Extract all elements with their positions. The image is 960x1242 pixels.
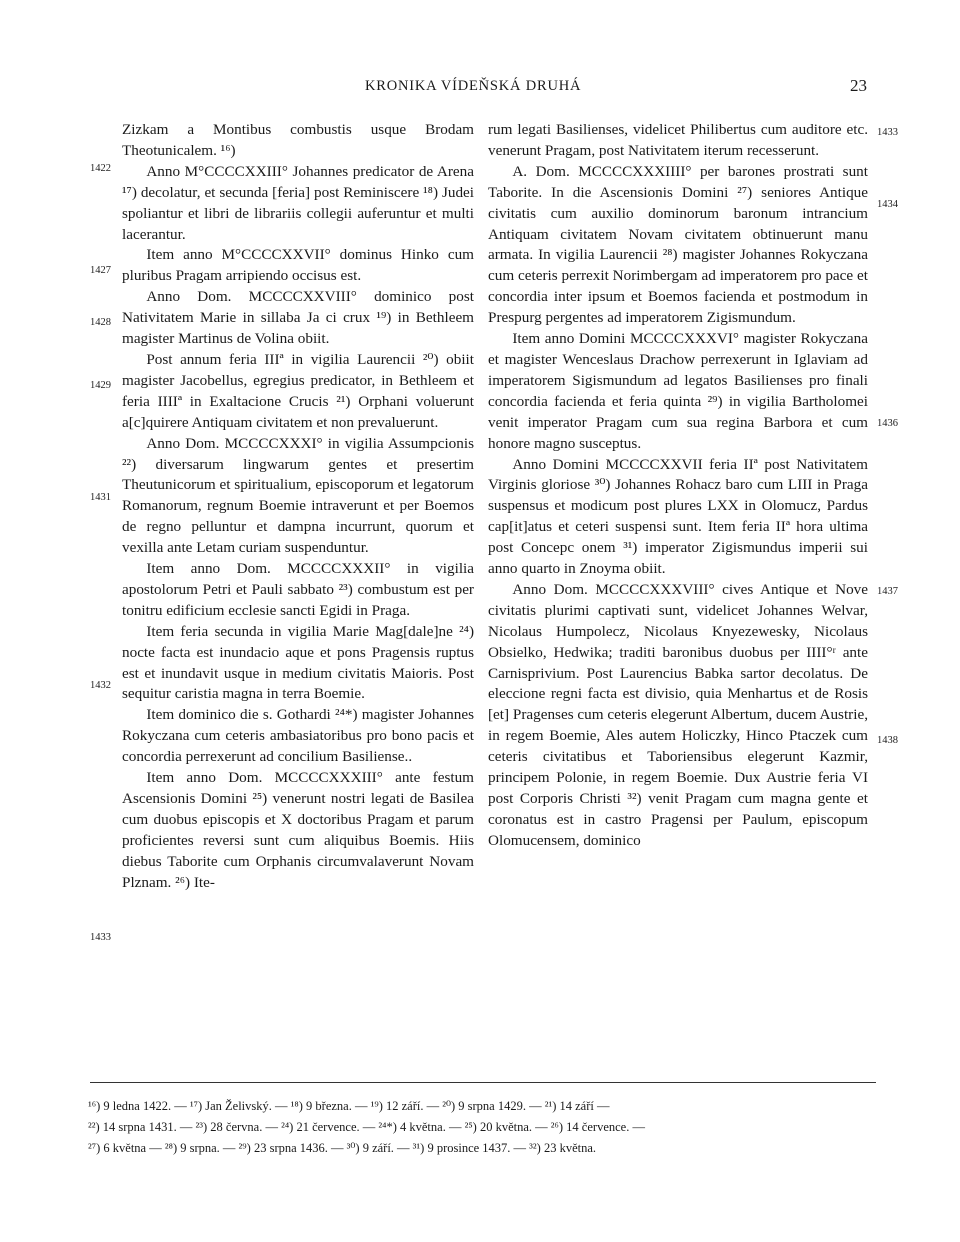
paragraph: Anno M°CCCCXXIII° Johannes predicator de Arena ¹⁷) decolatur, et secunda [feria] post Reminiscere ¹⁸) Judei spoliantur et libri de librariis collegii auferuntur et multi lacerantur. [122,162,474,243]
paragraph: Anno Dom. MCCCCXXXI° in vigilia Assumpcionis ²²) diversarum lingwarum gentes et presertim Theutunicorum et spiritualium, episcoporum et legatorum Romanorum, regnum Boemie intraverunt et per Boemos de regno pelluntur et dampna incurrunt, quorum et vexilla ante Letam curiam suspenduntur. [122,434,474,557]
running-title: KRONIKA VÍDEŇSKÁ DRUHÁ [365,78,582,94]
paragraph: Anno Dom. MCCCCXXVIII° dominico post Nativitatem Marie in sillaba Ja ci crux ¹⁹) in Bethleem magister Martinus de Volina obiit. [122,288,474,348]
left-column [122,120,474,894]
paragraph: Item anno M°CCCCXXVII° dominus Hinko cum pluribus Pragam arripiendo occisus est. [122,246,474,285]
footnotes [88,1096,878,1159]
paragraph: Item feria secunda in vigilia Marie Mag[dale]ne ²⁴) nocte facta est inundacio aque et pons Pragensis ruptus est et inundavit usque in medium civitatis Maioris. Post sequitur caristia magna in terra Boemie. [122,622,474,703]
paragraph: Anno Dom. MCCCCXXXVIII° cives Antique et Nove civitatis plurimi captivati sunt, videlicet Johannes Welvar, Nicolaus Humpolecz, Nicolaus Knyezewesky, Nicolaus Obsielko, Hedwika; traditi baronibus duobus per IIII°ʳ ante Carnisprivium. Post Laurencius Babka sartor decolatus. De eleccione regni facta est divisio, quia Menhartus et de Rosis [et] Pragenses cum ceteris elegerunt Albertum, ducem Austrie, in regem Boemie, Ales autem Holiczky, Hinco Ptaczek cum ceteris civitatibus et Taboriensibus elegerunt Kazmir, principem Polonie, in regem Boemie. Dux Austrie feria VI post Corporis Christi ³²) venit Pragam cum magna gente et coronatus est in castro Pragensi per Paulum, episcopum Olomucensem, dominico [488,580,868,849]
margin-year: 1437 [877,586,898,597]
margin-year: 1427 [90,265,111,276]
margin-year: 1433 [90,932,111,943]
paragraph: rum legati Basilienses, videlicet Philibertus cum auditore etc. venerunt Pragam, post Nativitatem iterum recesserunt. [488,121,868,159]
footnote-line: ¹⁶) 9 ledna 1422. — ¹⁷) Jan Želivský. — ¹⁸) 9 března. — ¹⁹) 12 září. — ²⁰) 9 srpna 1429. — ²¹) 14 září — [88,1099,610,1113]
margin-year: 1436 [877,418,898,429]
margin-year: 1438 [877,735,898,746]
paragraph: A. Dom. MCCCCXXXIIII° per barones prostrati sunt Taborite. In die Ascensionis Domini ²⁷) seniores Antique civitatis cum auxilio dominorum baronum intrancium Antiquam civitatem Novam civitatem obtinuerunt manu armata. In vigilia Laurencii ²⁸) magister Johannes Rokyczana cum ceteris perrexit Norimbergam ad imperatorem pro pace et concordia inter ipsum et Boemos facienda et postmodum in Prespurg pergentes ad imperatorem Zigismundum. [488,162,868,327]
page-number: 23 [850,76,867,95]
margin-year: 1432 [90,680,111,691]
margin-year: 1429 [90,380,111,391]
paragraph: Anno Domini MCCCCXXVII feria IIª post Nativitatem Virginis gloriose ³⁰) Johannes Rohacz baro cum LIII in Praga suspensus et modicum post plures LXX in Olomucz, Pardus cap[it]atus et ceteri suspensi sunt. Item feria IIª hora ultima post Concepc onem ³¹) imperator Zigismundus imperii sui anno quarto in Znoyma obiit. [488,455,868,578]
margin-year: 1434 [877,199,898,210]
margin-year: 1422 [90,163,111,174]
paragraph: Item anno Dom. MCCCCXXXII° in vigilia apostolorum Petri et Pauli sabbato ²³) combustum est per tonitru edificium ecclesie sancti Egidi in Praga. [122,560,474,619]
margin-year: 1433 [877,127,898,138]
paragraph: Zizkam a Montibus combustis usque Brodam Theotunicalem. ¹⁶) [122,121,474,159]
paragraph: Item dominico die s. Gothardi ²⁴*) magister Johannes Rokyczana cum ceteris ambasiatoribus pro bono pacis et concordia perrexerunt ad concilium Basiliense.. [122,706,474,766]
right-column [488,120,868,852]
paragraph: Post annum feria IIIª in vigilia Laurencii ²⁰) obiit magister Jacobellus, egregius predicator, in Bethleem et feria IIIIª in Exaltacione Crucis ²¹) Orphani voluerunt a[c]quirere Antiquam civitatem et non prevaluerunt. [122,350,474,431]
footnote-line: ²²) 14 srpna 1431. — ²³) 28 června. — ²⁴) 21 července. — ²⁴*) 4 května. — ²⁵) 20 května. — ²⁶) 14 července. — [88,1120,645,1134]
footnote-divider [90,1082,876,1083]
margin-year: 1428 [90,317,111,328]
footnote-line: ²⁷) 6 května — ²⁸) 9 srpna. — ²⁹) 23 srpna 1436. — ³⁰) 9 září. — ³¹) 9 prosince 1437. — ³²) 23 května. [88,1141,597,1155]
margin-year: 1431 [90,492,111,503]
paragraph: Item anno Domini MCCCCXXXVI° magister Rokyczana et magister Wenceslaus Drachow perrexerunt in Iglaviam ad imperatorem Sigismundum ad legatos Basilienses pro finali concordia facienda et feria quinta ²⁹) in vigilia Bartholomei venit imperator Pragam cum sua regina Barbora et cum honore magno susceptus. [488,330,868,452]
paragraph: Item anno Dom. MCCCCXXXIII° ante festum Ascensionis Domini ²⁵) venerunt nostri legati de Basilea cum duobus episcopis et X doctoribus Pragam et parum proficientes reversi sunt cum aliquibus Boemis. Hiis diebus Taborite cum Orphanis circumvalaverunt Novam Plznam. ²⁶) Ite- [122,769,474,891]
